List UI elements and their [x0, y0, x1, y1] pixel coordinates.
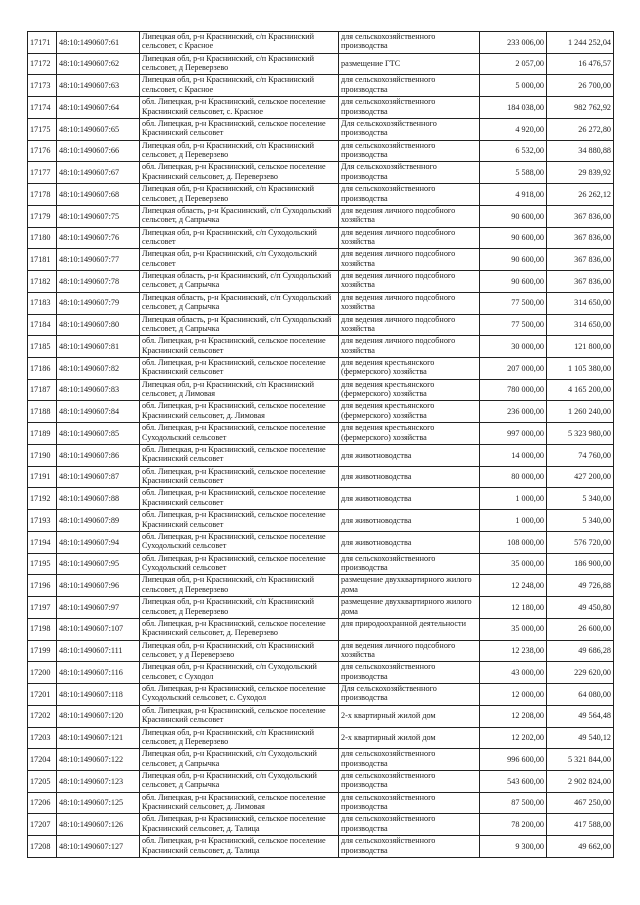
- parcel-address: Липецкая обл, р-н Краснинский, с/п Краснинский сельсовет, д Перeверзево: [140, 140, 339, 162]
- parcel-area: 5 588,00: [480, 162, 547, 184]
- permitted-use: для ведения крестьянского (фермерского) хозяйства: [339, 401, 480, 423]
- parcel-area: 9 300,00: [480, 836, 547, 858]
- table-row: [28, 162, 614, 184]
- parcel-address: Липецкая область, р-н Краснинский, с/п Суходольский сельсовет, д Сапрычка: [140, 314, 339, 336]
- cadastral-number: 48:10:1490607:62: [57, 53, 140, 75]
- parcel-area: 90 600,00: [480, 205, 547, 227]
- cadastral-value: 367 836,00: [547, 205, 614, 227]
- cadastral-number: 48:10:1490607:121: [57, 727, 140, 749]
- permitted-use: для природоохранной деятельности: [339, 618, 480, 640]
- parcel-area: 12 238,00: [480, 640, 547, 662]
- row-number: 17205: [28, 770, 57, 792]
- cadastral-number: 48:10:1490607:116: [57, 662, 140, 684]
- permitted-use: для ведения личного подсобного хозяйства: [339, 314, 480, 336]
- parcel-address: обл. Липецкая, р-н Краснинский, сельское поселение Суходольский сельсовет: [140, 423, 339, 445]
- parcel-address: Липецкая область, р-н Краснинский, с/п Суходольский сельсовет, д Сапрычка: [140, 271, 339, 293]
- parcel-area: 77 500,00: [480, 314, 547, 336]
- permitted-use: для ведения личного подсобного хозяйства: [339, 205, 480, 227]
- parcel-area: 1 000,00: [480, 510, 547, 532]
- cadastral-number: 48:10:1490607:127: [57, 836, 140, 858]
- row-number: 17200: [28, 662, 57, 684]
- table-row: [28, 401, 614, 423]
- cadastral-value: 5 323 980,00: [547, 423, 614, 445]
- cadastral-number: 48:10:1490607:77: [57, 249, 140, 271]
- row-number: 17198: [28, 618, 57, 640]
- permitted-use: для ведения личного подсобного хозяйства: [339, 292, 480, 314]
- cadastral-value: 26 700,00: [547, 75, 614, 97]
- parcel-address: Липецкая обл, р-н Краснинский, с/п Краснинский сельсовет, д Перeверзево: [140, 727, 339, 749]
- cadastral-number: 48:10:1490607:63: [57, 75, 140, 97]
- table-row: [28, 727, 614, 749]
- parcel-area: 207 000,00: [480, 358, 547, 380]
- parcel-address: Липецкая обл, р-н Краснинский, с/п Краснинский сельсовет, д Перeверзево: [140, 184, 339, 206]
- cadastral-number: 48:10:1490607:76: [57, 227, 140, 249]
- parcel-address: Липецкая обл, р-н Краснинский, с/п Краснинский сельсовет, д Перeверзево: [140, 597, 339, 619]
- parcel-address: Липецкая обл, р-н Краснинский, с/п Краснинский сельсовет, с Красное: [140, 75, 339, 97]
- parcel-address: обл. Липецкая, р-н Краснинский, сельское поселение Суходольский сельсовет, с. Суходол: [140, 684, 339, 706]
- parcel-area: 90 600,00: [480, 227, 547, 249]
- cadastral-value: 26 272,80: [547, 118, 614, 140]
- parcel-address: Липецкая обл, р-н Краснинский, с/п Краснинский сельсовет, д Перeверзево: [140, 575, 339, 597]
- parcel-area: 78 200,00: [480, 814, 547, 836]
- cadastral-value: 186 900,00: [547, 553, 614, 575]
- cadastral-number: 48:10:1490607:107: [57, 618, 140, 640]
- table-row: [28, 553, 614, 575]
- cadastral-value: 26 262,12: [547, 184, 614, 206]
- permitted-use: размещение ГТС: [339, 53, 480, 75]
- parcel-area: 233 006,00: [480, 32, 547, 54]
- row-number: 17202: [28, 705, 57, 727]
- table-row: [28, 314, 614, 336]
- table-row: [28, 640, 614, 662]
- permitted-use: для животноводства: [339, 510, 480, 532]
- table-row: [28, 770, 614, 792]
- cadastral-number: 48:10:1490607:120: [57, 705, 140, 727]
- parcel-area: 12 180,00: [480, 597, 547, 619]
- cadastral-number: 48:10:1490607:122: [57, 749, 140, 771]
- row-number: 17172: [28, 53, 57, 75]
- row-number: 17180: [28, 227, 57, 249]
- cadastral-number: 48:10:1490607:80: [57, 314, 140, 336]
- cadastral-number: 48:10:1490607:86: [57, 444, 140, 466]
- permitted-use: для ведения крестьянского (фермерского) хозяйства: [339, 358, 480, 380]
- table-row: [28, 32, 614, 54]
- cadastral-value: 314 650,00: [547, 292, 614, 314]
- permitted-use: 2-х квартирный жилой дом: [339, 727, 480, 749]
- cadastral-number: 48:10:1490607:61: [57, 32, 140, 54]
- table-row: [28, 336, 614, 358]
- cadastral-number: 48:10:1490607:126: [57, 814, 140, 836]
- row-number: 17184: [28, 314, 57, 336]
- table-row: [28, 292, 614, 314]
- permitted-use: для ведения личного подсобного хозяйства: [339, 271, 480, 293]
- parcel-area: 12 000,00: [480, 684, 547, 706]
- parcel-area: 543 600,00: [480, 770, 547, 792]
- cadastral-number: 48:10:1490607:96: [57, 575, 140, 597]
- cadastral-value: 49 540,12: [547, 727, 614, 749]
- row-number: 17199: [28, 640, 57, 662]
- table-row: [28, 227, 614, 249]
- row-number: 17203: [28, 727, 57, 749]
- cadastral-number: 48:10:1490607:84: [57, 401, 140, 423]
- table-row: [28, 358, 614, 380]
- cadastral-value: 49 450,80: [547, 597, 614, 619]
- table-row: [28, 97, 614, 119]
- cadastral-value: 314 650,00: [547, 314, 614, 336]
- parcel-address: Липецкая обл, р-н Краснинский, с/п Суходольский сельсовет: [140, 249, 339, 271]
- row-number: 17178: [28, 184, 57, 206]
- parcel-area: 5 000,00: [480, 75, 547, 97]
- permitted-use: размещение двухквартирного жилого дома: [339, 597, 480, 619]
- cadastral-value: 121 800,00: [547, 336, 614, 358]
- parcel-area: 997 000,00: [480, 423, 547, 445]
- cadastral-number: 48:10:1490607:82: [57, 358, 140, 380]
- row-number: 17181: [28, 249, 57, 271]
- cadastral-number: 48:10:1490607:65: [57, 118, 140, 140]
- table-row: [28, 684, 614, 706]
- row-number: 17182: [28, 271, 57, 293]
- permitted-use: для сельскохозяйственного производства: [339, 184, 480, 206]
- parcel-area: 80 000,00: [480, 466, 547, 488]
- parcel-address: обл. Липецкая, р-н Краснинский, сельское поселение Краснинский сельсовет: [140, 118, 339, 140]
- permitted-use: для ведения личного подсобного хозяйства: [339, 640, 480, 662]
- permitted-use: для сельскохозяйственного производства: [339, 553, 480, 575]
- parcel-area: 6 532,00: [480, 140, 547, 162]
- table-row: [28, 140, 614, 162]
- cadastral-value: 5 340,00: [547, 488, 614, 510]
- permitted-use: для сельскохозяйственного производства: [339, 814, 480, 836]
- cadastral-value: 2 902 824,00: [547, 770, 614, 792]
- cadastral-value: 49 662,00: [547, 836, 614, 858]
- table-row: [28, 53, 614, 75]
- parcel-address: обл. Липецкая, р-н Краснинский, сельское поселение Краснинский сельсовет: [140, 510, 339, 532]
- permitted-use: для сельскохозяйственного производства: [339, 75, 480, 97]
- cadastral-number: 48:10:1490607:78: [57, 271, 140, 293]
- row-number: 17171: [28, 32, 57, 54]
- row-number: 17175: [28, 118, 57, 140]
- row-number: 17206: [28, 792, 57, 814]
- cadastral-number: 48:10:1490607:123: [57, 770, 140, 792]
- cadastral-value: 417 588,00: [547, 814, 614, 836]
- cadastral-value: 467 250,00: [547, 792, 614, 814]
- parcel-address: обл. Липецкая, р-н Краснинский, сельское поселение Краснинский сельсовет, с. Красное: [140, 97, 339, 119]
- table-row: [28, 423, 614, 445]
- parcel-area: 108 000,00: [480, 531, 547, 553]
- parcel-address: Липецкая обл, р-н Краснинский, с/п Суходольский сельсовет, с Суходол: [140, 662, 339, 684]
- table-row: [28, 205, 614, 227]
- cadastral-value: 49 564,48: [547, 705, 614, 727]
- parcel-address: обл. Липецкая, р-н Краснинский, сельское поселение Краснинский сельсовет: [140, 444, 339, 466]
- row-number: 17188: [28, 401, 57, 423]
- parcel-address: Липецкая обл, р-н Краснинский, с/п Суходольский сельсовет, д Сапрычка: [140, 749, 339, 771]
- parcel-address: обл. Липецкая, р-н Краснинский, сельское поселение Краснинский сельсовет, д. Талица: [140, 814, 339, 836]
- permitted-use: для ведения личного подсобного хозяйства: [339, 249, 480, 271]
- cadastral-value: 5 340,00: [547, 510, 614, 532]
- parcel-area: 14 000,00: [480, 444, 547, 466]
- permitted-use: размещение двухквартирного жилого дома: [339, 575, 480, 597]
- row-number: 17174: [28, 97, 57, 119]
- land-parcel-table: [27, 31, 614, 858]
- permitted-use: для животноводства: [339, 531, 480, 553]
- parcel-address: обл. Липецкая, р-н Краснинский, сельское поселение Краснинский сельсовет, д. Лимовая: [140, 792, 339, 814]
- table-row: [28, 836, 614, 858]
- cadastral-number: 48:10:1490607:111: [57, 640, 140, 662]
- row-number: 17197: [28, 597, 57, 619]
- parcel-area: 780 000,00: [480, 379, 547, 401]
- cadastral-value: 29 839,92: [547, 162, 614, 184]
- parcel-area: 184 038,00: [480, 97, 547, 119]
- permitted-use: для сельскохозяйственного производства: [339, 749, 480, 771]
- table-row: [28, 184, 614, 206]
- cadastral-value: 576 720,00: [547, 531, 614, 553]
- cadastral-number: 48:10:1490607:125: [57, 792, 140, 814]
- row-number: 17207: [28, 814, 57, 836]
- parcel-address: обл. Липецкая, р-н Краснинский, сельское поселение Суходольский сельсовет: [140, 553, 339, 575]
- permitted-use: для животноводства: [339, 466, 480, 488]
- cadastral-value: 1 105 380,00: [547, 358, 614, 380]
- table-row: [28, 618, 614, 640]
- cadastral-value: 64 080,00: [547, 684, 614, 706]
- cadastral-value: 982 762,92: [547, 97, 614, 119]
- parcel-area: 90 600,00: [480, 271, 547, 293]
- cadastral-value: 49 726,88: [547, 575, 614, 597]
- table-row: [28, 575, 614, 597]
- row-number: 17192: [28, 488, 57, 510]
- cadastral-number: 48:10:1490607:95: [57, 553, 140, 575]
- table-row: [28, 705, 614, 727]
- cadastral-value: 4 165 200,00: [547, 379, 614, 401]
- row-number: 17191: [28, 466, 57, 488]
- permitted-use: для животноводства: [339, 444, 480, 466]
- cadastral-value: 49 686,28: [547, 640, 614, 662]
- parcel-address: обл. Липецкая, р-н Краснинский, сельское поселение Краснинский сельсовет, д. Лимовая: [140, 401, 339, 423]
- parcel-area: 4 918,00: [480, 184, 547, 206]
- permitted-use: для сельскохозяйственного производства: [339, 32, 480, 54]
- cadastral-value: 16 476,57: [547, 53, 614, 75]
- parcel-address: Липецкая область, р-н Краснинский, с/п Суходольский сельсовет, д Сапрычка: [140, 292, 339, 314]
- parcel-address: обл. Липецкая, р-н Краснинский, сельское поселение Краснинский сельсовет, д. Переверзево: [140, 618, 339, 640]
- cadastral-number: 48:10:1490607:68: [57, 184, 140, 206]
- cadastral-value: 367 836,00: [547, 249, 614, 271]
- row-number: 17195: [28, 553, 57, 575]
- parcel-address: Липецкая обл, р-н Краснинский, с/п Краснинский сельсовет, с Красное: [140, 32, 339, 54]
- parcel-address: обл. Липецкая, р-н Краснинский, сельское поселение Краснинский сельсовет: [140, 488, 339, 510]
- cadastral-value: 5 321 844,00: [547, 749, 614, 771]
- row-number: 17185: [28, 336, 57, 358]
- table-row: [28, 488, 614, 510]
- parcel-area: 12 248,00: [480, 575, 547, 597]
- permitted-use: для ведения крестьянского (фермерского) хозяйства: [339, 379, 480, 401]
- row-number: 17179: [28, 205, 57, 227]
- cadastral-value: 367 836,00: [547, 227, 614, 249]
- cadastral-number: 48:10:1490607:87: [57, 466, 140, 488]
- row-number: 17186: [28, 358, 57, 380]
- table-row: [28, 792, 614, 814]
- cadastral-number: 48:10:1490607:89: [57, 510, 140, 532]
- cadastral-number: 48:10:1490607:97: [57, 597, 140, 619]
- cadastral-number: 48:10:1490607:85: [57, 423, 140, 445]
- parcel-address: Липецкая область, р-н Краснинский, с/п Суходольский сельсовет, д Сапрычка: [140, 205, 339, 227]
- cadastral-value: 26 600,00: [547, 618, 614, 640]
- table-row: [28, 531, 614, 553]
- table-row: [28, 118, 614, 140]
- table-row: [28, 271, 614, 293]
- parcel-area: 77 500,00: [480, 292, 547, 314]
- permitted-use: для сельскохозяйственного производства: [339, 97, 480, 119]
- cadastral-number: 48:10:1490607:79: [57, 292, 140, 314]
- permitted-use: для сельскохозяйственного производства: [339, 836, 480, 858]
- table-row: [28, 510, 614, 532]
- permitted-use: для животноводства: [339, 488, 480, 510]
- permitted-use: для ведения личного подсобного хозяйства: [339, 227, 480, 249]
- parcel-address: Липецкая обл, р-н Краснинский, с/п Суходольский сельсовет, д Сапрычка: [140, 770, 339, 792]
- row-number: 17208: [28, 836, 57, 858]
- parcel-area: 1 000,00: [480, 488, 547, 510]
- permitted-use: Для сельскохозяйственного производства: [339, 162, 480, 184]
- parcel-area: 12 202,00: [480, 727, 547, 749]
- table-body: [28, 32, 614, 858]
- parcel-address: обл. Липецкая, р-н Краснинский, сельское поселение Краснинский сельсовет: [140, 705, 339, 727]
- parcel-area: 43 000,00: [480, 662, 547, 684]
- permitted-use: Для сельскохозяйственного производства: [339, 684, 480, 706]
- cadastral-value: 1 244 252,04: [547, 32, 614, 54]
- cadastral-value: 1 260 240,00: [547, 401, 614, 423]
- table-row: [28, 597, 614, 619]
- permitted-use: для ведения крестьянского (фермерского) хозяйства: [339, 423, 480, 445]
- row-number: 17183: [28, 292, 57, 314]
- permitted-use: для сельскохозяйственного производства: [339, 770, 480, 792]
- row-number: 17201: [28, 684, 57, 706]
- parcel-address: обл. Липецкая, р-н Краснинский, сельское поселение Краснинский сельсовет, д. Переверзево: [140, 162, 339, 184]
- table-row: [28, 75, 614, 97]
- permitted-use: 2-х квартирный жилой дом: [339, 705, 480, 727]
- cadastral-value: 229 620,00: [547, 662, 614, 684]
- row-number: 17204: [28, 749, 57, 771]
- row-number: 17177: [28, 162, 57, 184]
- parcel-address: Липецкая обл, р-н Краснинский, с/п Краснинский сельсовет, у д Переверзево: [140, 640, 339, 662]
- cadastral-value: 34 880,88: [547, 140, 614, 162]
- cadastral-number: 48:10:1490607:88: [57, 488, 140, 510]
- row-number: 17190: [28, 444, 57, 466]
- cadastral-value: 427 200,00: [547, 466, 614, 488]
- parcel-address: Липецкая обл, р-н Краснинский, с/п Краснинский сельсовет, д Перeверзево: [140, 53, 339, 75]
- parcel-area: 87 500,00: [480, 792, 547, 814]
- permitted-use: для сельскохозяйственного производства: [339, 792, 480, 814]
- cadastral-number: 48:10:1490607:81: [57, 336, 140, 358]
- parcel-address: Липецкая обл, р-н Краснинский, с/п Краснинский сельсовет, д Лимовая: [140, 379, 339, 401]
- parcel-area: 12 208,00: [480, 705, 547, 727]
- parcel-area: 35 000,00: [480, 553, 547, 575]
- cadastral-number: 48:10:1490607:94: [57, 531, 140, 553]
- cadastral-number: 48:10:1490607:64: [57, 97, 140, 119]
- cadastral-number: 48:10:1490607:118: [57, 684, 140, 706]
- parcel-address: обл. Липецкая, р-н Краснинский, сельское поселение Краснинский сельсовет: [140, 466, 339, 488]
- table-row: [28, 444, 614, 466]
- row-number: 17196: [28, 575, 57, 597]
- parcel-address: обл. Липецкая, р-н Краснинский, сельское поселение Краснинский сельсовет, д. Талица: [140, 836, 339, 858]
- row-number: 17194: [28, 531, 57, 553]
- parcel-area: 236 000,00: [480, 401, 547, 423]
- parcel-area: 30 000,00: [480, 336, 547, 358]
- row-number: 17173: [28, 75, 57, 97]
- table-row: [28, 814, 614, 836]
- table-row: [28, 249, 614, 271]
- row-number: 17189: [28, 423, 57, 445]
- cadastral-number: 48:10:1490607:67: [57, 162, 140, 184]
- row-number: 17187: [28, 379, 57, 401]
- parcel-area: 90 600,00: [480, 249, 547, 271]
- table-row: [28, 749, 614, 771]
- table-row: [28, 379, 614, 401]
- permitted-use: для сельскохозяйственного производства: [339, 662, 480, 684]
- parcel-area: 2 057,00: [480, 53, 547, 75]
- cadastral-number: 48:10:1490607:66: [57, 140, 140, 162]
- cadastral-number: 48:10:1490607:75: [57, 205, 140, 227]
- parcel-address: обл. Липецкая, р-н Краснинский, сельское поселение Краснинский сельсовет: [140, 358, 339, 380]
- parcel-address: Липецкая обл, р-н Краснинский, с/п Суходольский сельсовет: [140, 227, 339, 249]
- table-row: [28, 662, 614, 684]
- permitted-use: для сельскохозяйственного производства: [339, 140, 480, 162]
- row-number: 17193: [28, 510, 57, 532]
- row-number: 17176: [28, 140, 57, 162]
- cadastral-number: 48:10:1490607:83: [57, 379, 140, 401]
- table-row: [28, 466, 614, 488]
- parcel-area: 35 000,00: [480, 618, 547, 640]
- cadastral-value: 74 760,00: [547, 444, 614, 466]
- cadastral-value: 367 836,00: [547, 271, 614, 293]
- permitted-use: для ведения личного подсобного хозяйства: [339, 336, 480, 358]
- permitted-use: Для сельскохозяйственного производства: [339, 118, 480, 140]
- parcel-address: обл. Липецкая, р-н Краснинский, сельское поселение Краснинский сельсовет: [140, 336, 339, 358]
- parcel-area: 4 920,00: [480, 118, 547, 140]
- cadastral-register-page: [27, 31, 613, 858]
- parcel-area: 996 600,00: [480, 749, 547, 771]
- parcel-address: обл. Липецкая, р-н Краснинский, сельское поселение Суходольский сельсовет: [140, 531, 339, 553]
